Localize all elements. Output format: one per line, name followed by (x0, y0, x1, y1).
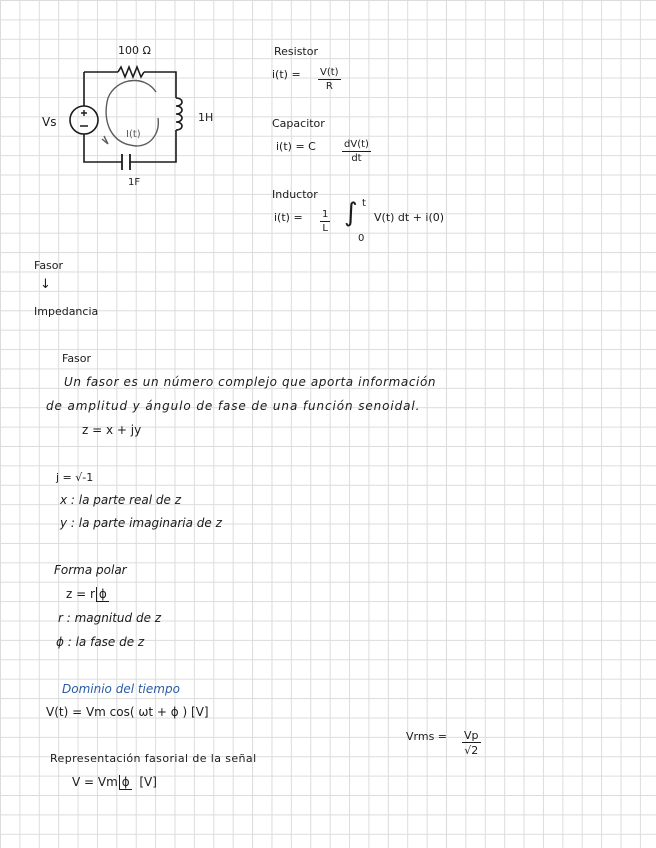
polar-heading: Forma polar (54, 563, 127, 577)
vrms-fraction (462, 730, 481, 756)
capacitor-numerator: dV(t) (344, 139, 369, 150)
source-label: Vs (42, 115, 57, 129)
vrms-numerator: Vp (464, 729, 479, 742)
integral-lower-limit: 0 (358, 233, 365, 244)
inductor-fraction (320, 210, 330, 234)
inductor-value-label: 1H (198, 111, 214, 124)
fasor-flow-bottom: Impedancia (34, 305, 99, 318)
phi-definition: ϕ : la fase de z (56, 635, 145, 649)
j-definition: j = √-1 (56, 471, 94, 484)
down-arrow-icon: ↓ (40, 277, 51, 292)
y-definition: y : la parte imaginaria de z (60, 516, 222, 530)
capacitor-symbol (122, 154, 130, 170)
inductor-lhs: i(t) = (274, 211, 303, 224)
r-definition: r : magnitud de z (58, 611, 162, 625)
inductor-rest: V(t) dt + i(0) (374, 211, 445, 224)
resistor-denominator: R (325, 81, 333, 92)
phasor-rep-unit: [V] (139, 775, 157, 789)
x-definition: x : la parte real de z (60, 493, 182, 507)
phasor-rep-equation (72, 776, 157, 788)
resistor-fraction (318, 68, 341, 92)
current-label: I(t) (126, 129, 141, 140)
capacitor-lhs: i(t) = C (276, 140, 316, 153)
inductor-numerator: 1 (322, 209, 329, 220)
phasor-rep-heading: Representación fasorial de la señal (50, 752, 257, 765)
vrms-denominator: √2 (464, 744, 479, 757)
resistor-lhs: i(t) = (272, 68, 301, 81)
resistor-value-label: 100 Ω (118, 44, 151, 57)
fasor-definition-line2: de amplitud y ángulo de fase de una función senoidal. (46, 399, 421, 413)
polar-equation-left: z = r (66, 587, 95, 601)
capacitor-fraction (342, 140, 371, 164)
phasor-rep-angle: ϕ (119, 775, 132, 790)
polar-angle: ϕ (96, 587, 109, 602)
fasor-heading: Fasor (62, 352, 92, 365)
integral-sign: ∫ (344, 198, 358, 228)
fasor-equation: z = x + jy (82, 423, 142, 437)
integral-upper-limit: t (362, 198, 366, 209)
capacitor-title: Capacitor (272, 117, 325, 130)
vrms-lhs: Vrms = (406, 730, 448, 743)
fasor-definition-line1: Un fasor es un número complejo que aporta información (64, 375, 437, 389)
polar-equation (66, 588, 109, 600)
resistor-numerator: V(t) (320, 67, 339, 78)
time-domain-heading: Dominio del tiempo (62, 682, 180, 696)
inductor-title: Inductor (272, 188, 318, 201)
resistor-symbol (118, 67, 144, 77)
fasor-flow-top: Fasor (34, 259, 64, 272)
phasor-rep-left: V = Vm (72, 775, 118, 789)
resistor-title: Resistor (274, 45, 318, 58)
capacitor-denominator: dt (351, 153, 362, 164)
inductor-denominator: L (322, 223, 328, 234)
inductor-symbol (176, 98, 182, 130)
capacitor-value-label: 1F (128, 177, 141, 188)
time-domain-equation: V(t) = Vm cos( ωt + ϕ ) [V] (46, 705, 209, 719)
